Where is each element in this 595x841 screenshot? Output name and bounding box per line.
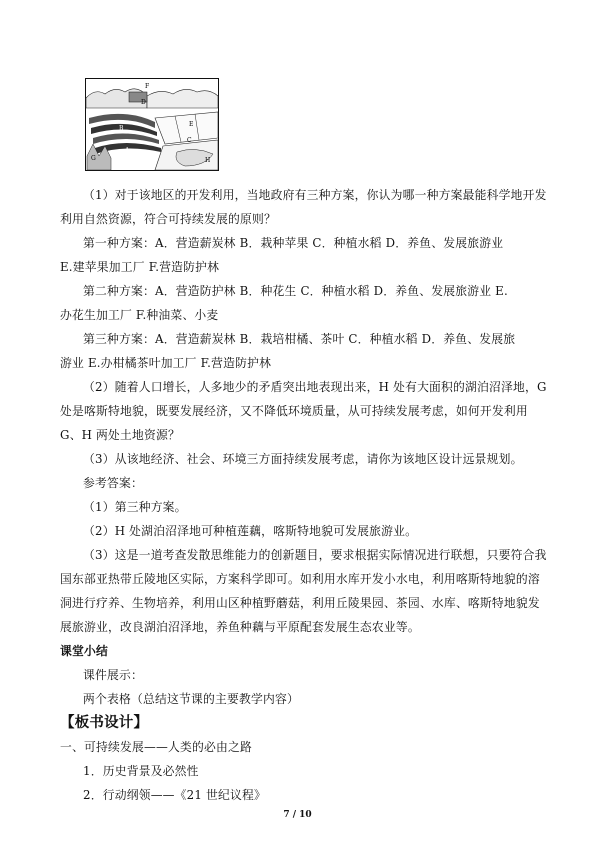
outline-item-1: 一、可持续发展——人类的必由之路 [60,740,252,754]
plan-1-line-1: 第一种方案：A．营造薪炭林 B．栽种苹果 C．种植水稻 D．养鱼、发展旅游业 [83,236,504,250]
figure-label-g: G [91,155,96,162]
plan-1-line-2: E.建苹果加工厂 F.营造防护林 [60,260,220,274]
figure-label-c: C [187,137,192,144]
answer-1: （1）第三种方案。 [83,500,187,514]
figure-label-f: F [145,83,150,90]
figure-label-b: B [119,125,124,132]
question-3-line-1: （3）从该地经济、社会、环境三方面持续发展考虑，请你为该地区设计远景规划。 [83,452,523,466]
page-number: 7 / 10 [283,810,312,820]
question-2-line-3: G、H 两处土地资源？ [60,428,181,442]
answer-3-line-1: （3）这是一道考查发散思维能力的创新题目，要求根据实际情况进行联想，只要符合我 [83,548,547,562]
outline-item-1-1: 1．历史背景及必然性 [83,764,199,778]
answer-heading: 参考答案： [83,476,143,490]
board-design-heading: 【板书设计】 [60,715,149,731]
question-1-line-2: 利用自然资源，符合可持续发展的原则？ [60,212,276,226]
landscape-figure [85,78,219,171]
figure-label-e: E [189,121,194,128]
question-2-line-1: （2）随着人口增长，人多地少的矛盾突出地表现出来，H 处有大面积的湖泊沼泽地，G [83,380,547,394]
answer-3-line-2: 国东部亚热带丘陵地区实际，方案科学即可。如利用水库开发小水电，利用喀斯特地貌的溶 [60,572,540,586]
answer-2: （2）H 处湖泊沼泽地可种植莲藕，喀斯特地貌可发展旅游业。 [83,524,418,538]
figure-label-a: A [125,147,130,154]
outline-item-1-2: 2．行动纲领——《21 世纪议程》 [83,788,267,802]
question-2-line-2: 处是喀斯特地貌，既要发展经济，又不降低环境质量，从可持续发展考虑，如何开发利用 [60,404,528,418]
plan-3-line-2: 游业 E.办柑橘茶叶加工厂 F.营造防护林 [60,356,272,370]
figure-label-d: D [141,99,146,106]
answer-3-line-3: 洞进行疗养、生物培养，利用山区种植野蘑菇，利用丘陵果园、茶园、水库、喀斯特地貌发 [60,596,540,610]
summary-heading: 课堂小结 [60,644,108,658]
question-1-line-1: （1）对于该地区的开发利用，当地政府有三种方案，你认为哪一种方案最能科学地开发 [83,188,547,202]
plan-2-line-1: 第二种方案：A．营造防护林 B．种花生 C．种植水稻 D．养鱼、发展旅游业 E. [83,284,508,298]
summary-tables: 两个表格（总结这节课的主要教学内容） [83,692,299,706]
plan-3-line-1: 第三种方案：A．营造薪炭林 B．栽培柑橘、茶叶 C．种植水稻 D．养鱼、发展旅 [83,332,516,346]
plan-2-line-2: 办花生加工厂 F.种油菜、小麦 [60,308,219,322]
answer-3-line-4: 展旅游业，改良湖泊沼泽地，养鱼种藕与平原配套发展生态农业等。 [60,620,420,634]
summary-courseware: 课件展示： [83,668,143,682]
figure-label-h: H [205,157,211,164]
